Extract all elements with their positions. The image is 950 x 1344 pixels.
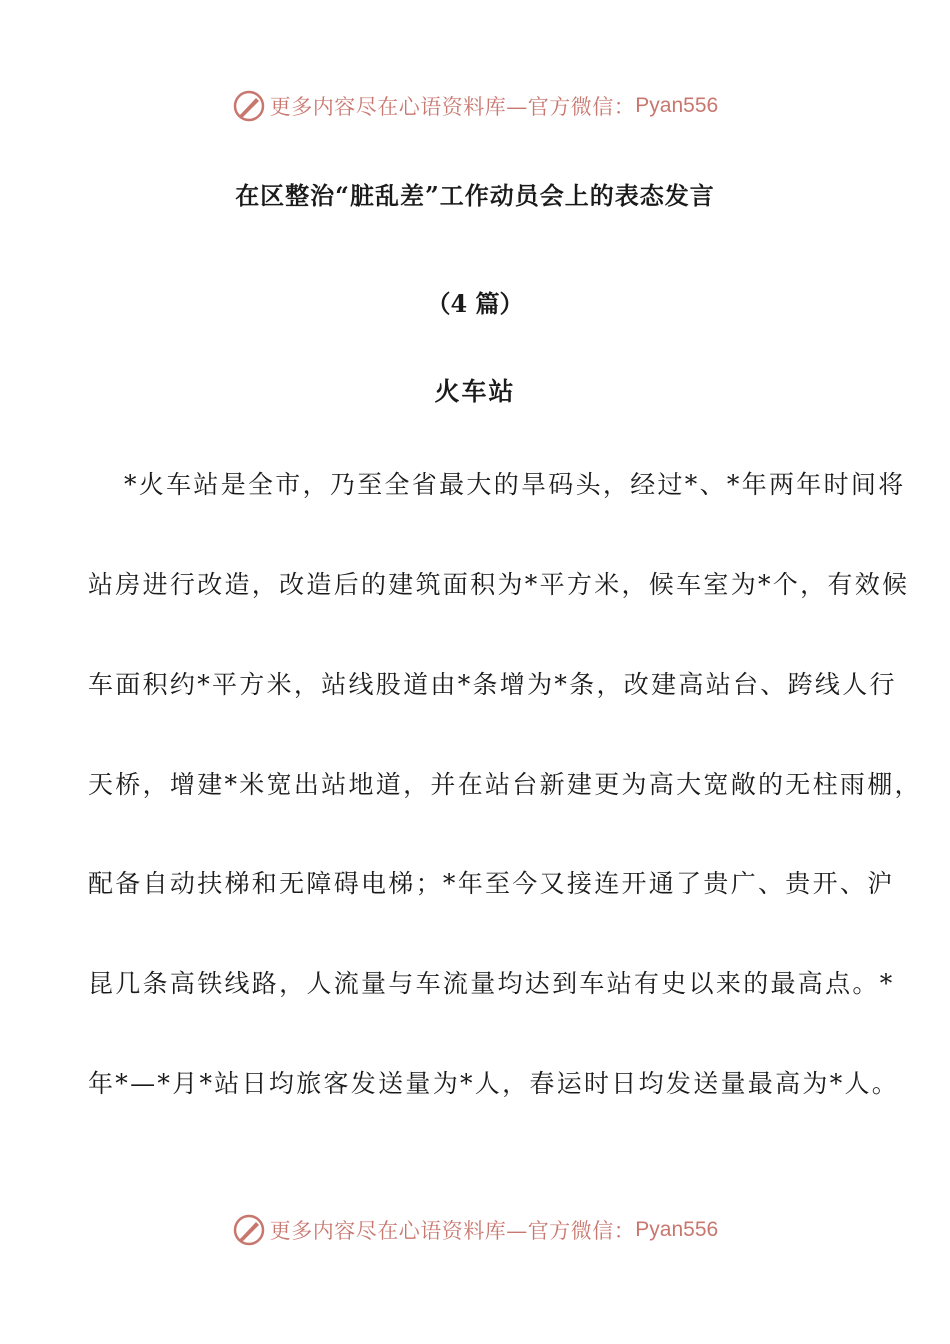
body-line: 站房进行改造，改造后的建筑面积为*平方米，候车室为*个，有效候 [88, 570, 910, 599]
document-subtitle: （4 篇） [426, 289, 524, 318]
banner-text: 更多内容尽在心语资料库—官方微信： [269, 1219, 636, 1243]
banner-wechat-id: Pyan556 [635, 94, 719, 117]
pen-logo-icon [232, 1213, 266, 1247]
body-line: 年*—*月*站日均旅客发送量为*人，春运时日均发送量最高为*人。 [88, 1069, 900, 1098]
body-line: 昆几条高铁线路，人流量与车流量均达到车站有史以来的最高点。* [88, 969, 895, 998]
body-line: 天桥，增建*米宽出站地道，并在站台新建更为高大宽敞的无柱雨棚， [88, 770, 922, 799]
banner-text: 更多内容尽在心语资料库—官方微信： [269, 95, 636, 119]
body-line: 车面积约*平方米，站线股道由*条增为*条，改建高站台、跨线人行 [88, 670, 897, 699]
section-heading: 火车站 [434, 377, 516, 406]
header-banner [0, 84, 950, 128]
footer-banner [0, 1208, 950, 1252]
banner-wechat-id: Pyan556 [635, 1218, 719, 1241]
pen-logo-icon [232, 89, 266, 123]
document-title: 在区整治“脏乱差”工作动员会上的表态发言 [235, 181, 715, 210]
body-line: 配备自动扶梯和无障碍电梯；*年至今又接连开通了贵广、贵开、沪 [88, 869, 895, 898]
body-line: *火车站是全市，乃至全省最大的旱码头，经过*、*年两年时间将 [124, 470, 906, 499]
